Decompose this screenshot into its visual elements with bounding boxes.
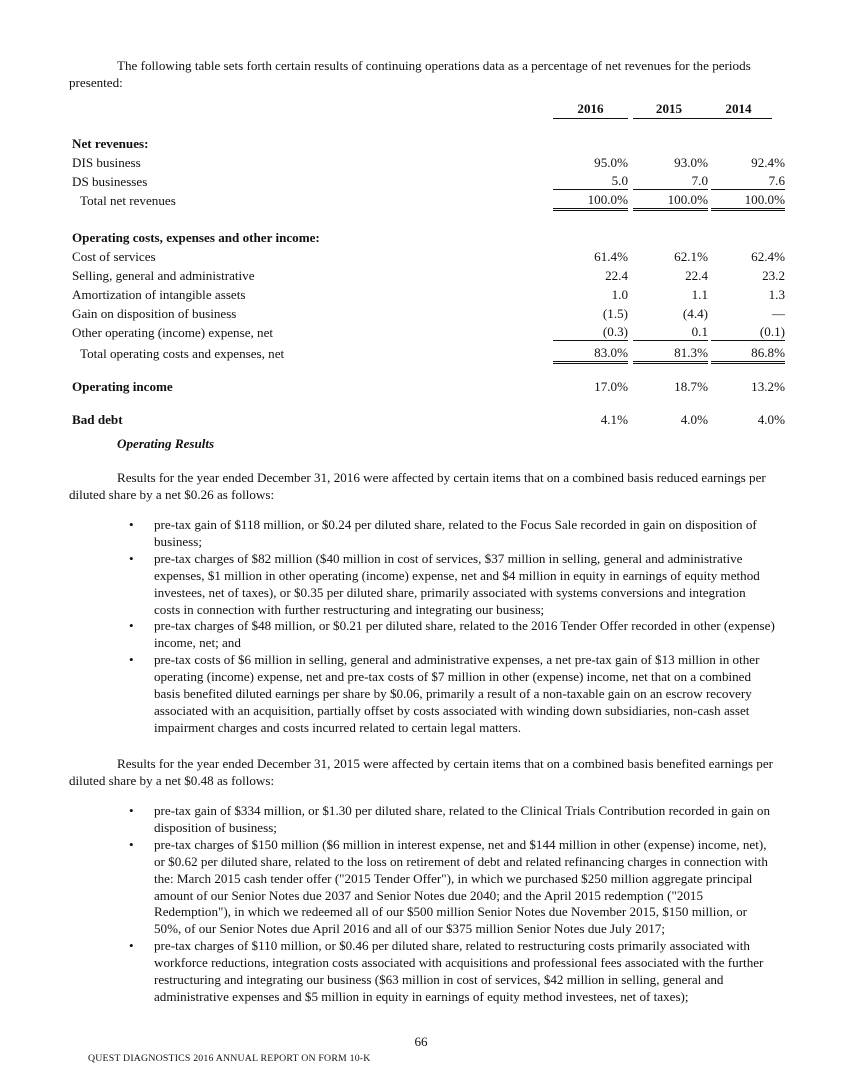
- table-row-other-operating: Other operating (income) expense, net (0.3) 0.1 (0.1): [72, 324, 785, 340]
- table-row-gain-on-disposition: Gain on disposition of business (1.5) (4.4) —: [72, 306, 785, 321]
- table-row-operating-income: Operating income 17.0% 18.7% 13.2%: [72, 379, 785, 394]
- paragraph-2016-results: Results for the year ended December 31, 2016 were affected by certain items that on a combined basis reduced earnings per diluted share by a net $0.26 as follows:: [69, 470, 766, 502]
- table-row-total-operating-costs: Total operating costs and expenses, net 83.0% 81.3% 86.8%: [69, 342, 775, 363]
- year-header-2016: 2016: [553, 100, 628, 119]
- results-table: [69, 100, 785, 429]
- table-row-bad-debt: Bad debt 4.1% 4.0% 4.0%: [72, 412, 785, 427]
- table-header-row: [69, 100, 775, 120]
- table-row-sga: Selling, general and administrative 22.4 22.4 23.2: [72, 268, 785, 283]
- list-item: • pre-tax charges of $82 million ($40 million in cost of services, $37 million in selling, general and administrative expenses, $1 million in other operating (income) expense, net and $4 million in equity in earnings of equity method investees, net of taxes), or $0.35 per diluted share, primarily associated with systems conversions and integration costs in connection with further restructuring and integrating our business;: [129, 550, 760, 617]
- list-item: • pre-tax costs of $6 million in selling, general and administrative expenses, a net pre-tax gain of $13 million in other operating (income) expense, net and pre-tax costs of $7 million in other (expense) income, net that on a combined basis benefited diluted earnings per share by $0.06, primarily a result of a non-taxable gain on an escrow recovery associated with an acquisition, partially offset by costs associated with winding down subsidiaries, non-cash asset impairment charges and costs incurred related to certain legal matters.: [129, 652, 760, 735]
- paragraph-2015-results: Results for the year ended December 31, 2015 were affected by certain items that on a combined basis benefited earnings per diluted share by a net $0.48 as follows:: [69, 756, 774, 788]
- bullet-list-2015: [69, 803, 775, 1006]
- year-header-2014: 2014: [705, 100, 772, 119]
- bullet-list-2016: [69, 517, 775, 737]
- list-item: • pre-tax gain of $118 million, or $0.24 per diluted share, related to the Focus Sale recorded in gain on disposition of business;: [129, 517, 757, 549]
- list-item: • pre-tax charges of $150 million ($6 million in interest expense, net and $144 million in other (expense) income, net), or $0.62 per diluted share, related to the loss on retirement of debt and related refinancing charges in connection with the: March 2015 cash tender offer ("2015 Tender Offer"), in which we purchased $250 million aggregate principal amount of our Senior Notes due 2037 and Senior Notes due 2040; and the April 2015 redemption ("2015 Redemption"), in which we redeemed all of our $500 million Senior Notes due November 2015, $150 million, or 50%, of our Senior Notes due April 2016 and all of our $375 million Senior Notes due July 2017;: [129, 836, 768, 937]
- page-number: 66: [414, 1034, 428, 1049]
- table-row-amortization: Amortization of intangible assets 1.0 1.1 1.3: [72, 287, 785, 302]
- table-row-dis-business: DIS business 95.0% 93.0% 92.4%: [72, 155, 785, 170]
- table-row-total-net-revenues: Total net revenues 100.0% 100.0% 100.0%: [69, 191, 775, 210]
- list-item: • pre-tax charges of $48 million, or $0.21 per diluted share, related to the 2016 Tender Offer recorded in other (expense) income, net; and: [129, 618, 775, 651]
- list-item: • pre-tax charges of $110 million, or $0.46 per diluted share, related to restructuring costs primarily associated with workforce reductions, integration costs associated with acquisitions and professional fees associated with the further restructuring and integrating our business ($63 million in cost of services, $42 million in selling, general and administrative expenses and $5 million in equity in earnings of equity method investees, net of taxes);: [129, 938, 764, 1004]
- list-item: • pre-tax gain of $334 million, or $1.30 per diluted share, related to the Clinical Trials Contribution recorded in gain on disposition of business;: [129, 803, 771, 835]
- year-header-2015: 2015: [633, 100, 705, 119]
- table-row-cost-of-services: Cost of services 61.4% 62.1% 62.4%: [72, 249, 785, 264]
- section-title-operating-results: Operating Results: [117, 436, 215, 451]
- footer-report-title: QUEST DIAGNOSTICS 2016 ANNUAL REPORT ON FORM 10-K: [88, 1053, 371, 1064]
- operating-costs-section-header: Operating costs, expenses and other income:: [72, 230, 320, 245]
- table-row-ds-businesses: DS businesses 5.0 7.0 7.6: [72, 173, 785, 189]
- intro-paragraph: The following table sets forth certain results of continuing operations data as a percentage of net revenues for the periods presented:: [69, 58, 751, 90]
- net-revenues-section-header: Net revenues:: [72, 136, 149, 151]
